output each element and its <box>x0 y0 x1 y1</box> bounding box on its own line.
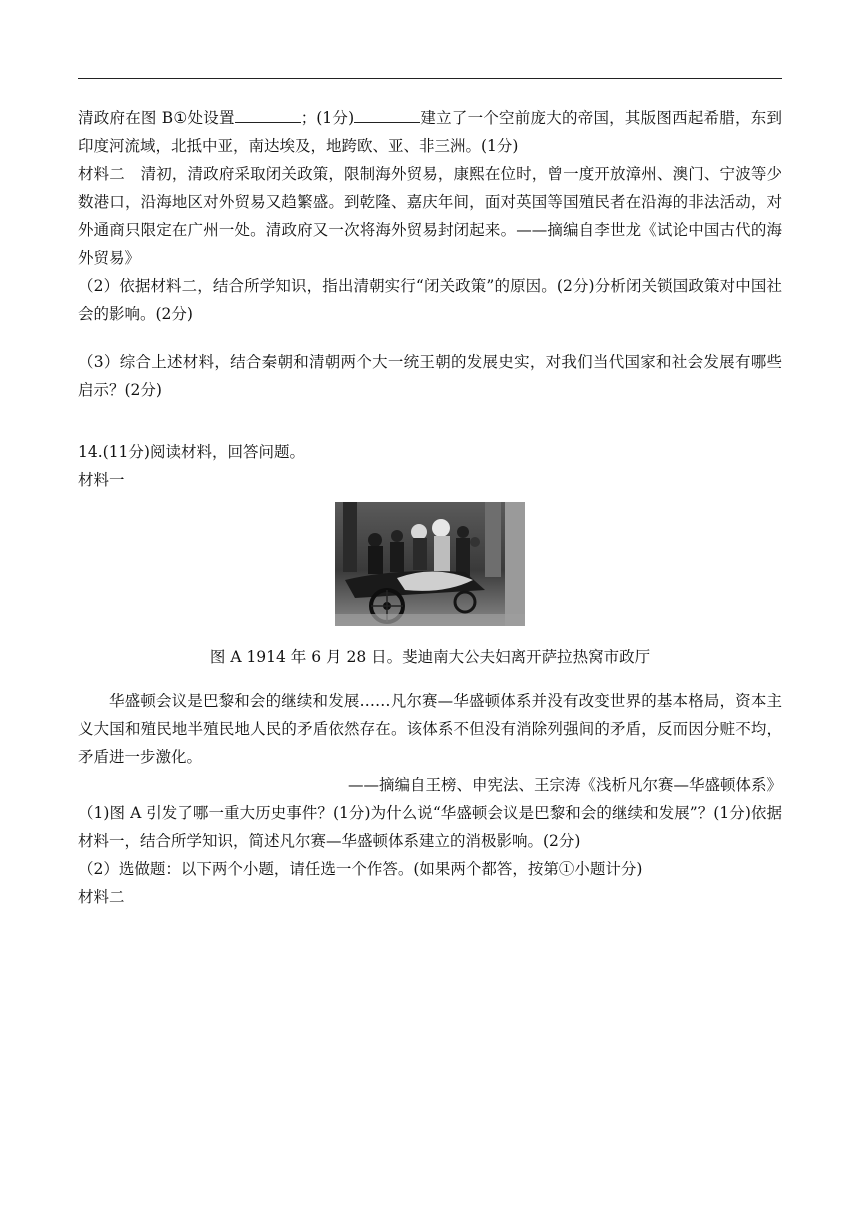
material1-source: ——摘编自王榜、申宪法、王宗涛《浅析凡尔赛—华盛顿体系》 <box>347 776 782 794</box>
material1-passage: 华盛顿会议是巴黎和会的继续和发展……凡尔赛—华盛顿体系并没有改变世界的基本格局，资本主义大国和殖民地半殖民地人民的矛盾依然存在。该体系不但没有消除列强间的矛盾，反而因分赃不均，矛盾进一步激化。 <box>78 692 782 766</box>
figure-a-photo <box>335 502 525 626</box>
q14-sub1: （1)图 A 引发了哪一重大历史事件？(1分)为什么说“华盛顿会议是巴黎和会的继续和发展”？(1分)依据材料一，结合所学知识，简述凡尔赛—华盛顿体系建立的消极影响。(2分) <box>78 804 782 850</box>
q14-heading: 14.(11分)阅读材料，回答问题。 <box>78 443 305 461</box>
q13-part3: （3）综合上述材料，结合秦朝和清朝两个大一统王朝的发展史实，对我们当代国家和社会发展有哪些启示？(2分) <box>78 353 782 399</box>
q13-part1-b: ；(1分) <box>300 109 355 127</box>
q13-part2: （2）依据材料二，结合所学知识，指出清朝实行“闭关政策”的原因。(2分)分析闭关锁国政策对中国社会的影响。(2分) <box>78 277 782 323</box>
answer-blank-1[interactable] <box>235 108 301 123</box>
q14-sub2: （2）选做题：以下两个小题，请任选一个作答。(如果两个都答，按第①小题计分) <box>78 860 643 878</box>
answer-blank-2[interactable] <box>354 108 420 123</box>
exam-page <box>78 104 782 911</box>
q13-part1-c: 建立了一个空前庞大的帝国，其版图西起希腊，东到印度河流域，北抵中亚，南达埃及，地跨欧、亚、非三洲。(1分) <box>78 109 782 155</box>
q14-material1-label: 材料一 <box>78 471 125 489</box>
q13-part1-text <box>78 104 782 160</box>
material2-text: 材料二 清初，清政府采取闭关政策，限制海外贸易，康熙在位时，曾一度开放漳州、澳门、宁波等少数港口，沿海地区对外贸易又趋繁盛。到乾隆、嘉庆年间，面对英国等国殖民者在沿海的非法活动，对外通商只限定在广州一处。清政府又一次将海外贸易封闭起来。——摘编自李世龙《试论中国古代的海外贸易》 <box>78 165 782 267</box>
q13-part1-a: 清政府在图 B①处设置 <box>78 109 235 127</box>
header-rule <box>78 78 782 79</box>
figure-a-caption: 图 A 1914 年 6 月 28 日。斐迪南大公夫妇离开萨拉热窝市政厅 <box>209 647 651 666</box>
q14-material2-label: 材料二 <box>78 888 125 906</box>
